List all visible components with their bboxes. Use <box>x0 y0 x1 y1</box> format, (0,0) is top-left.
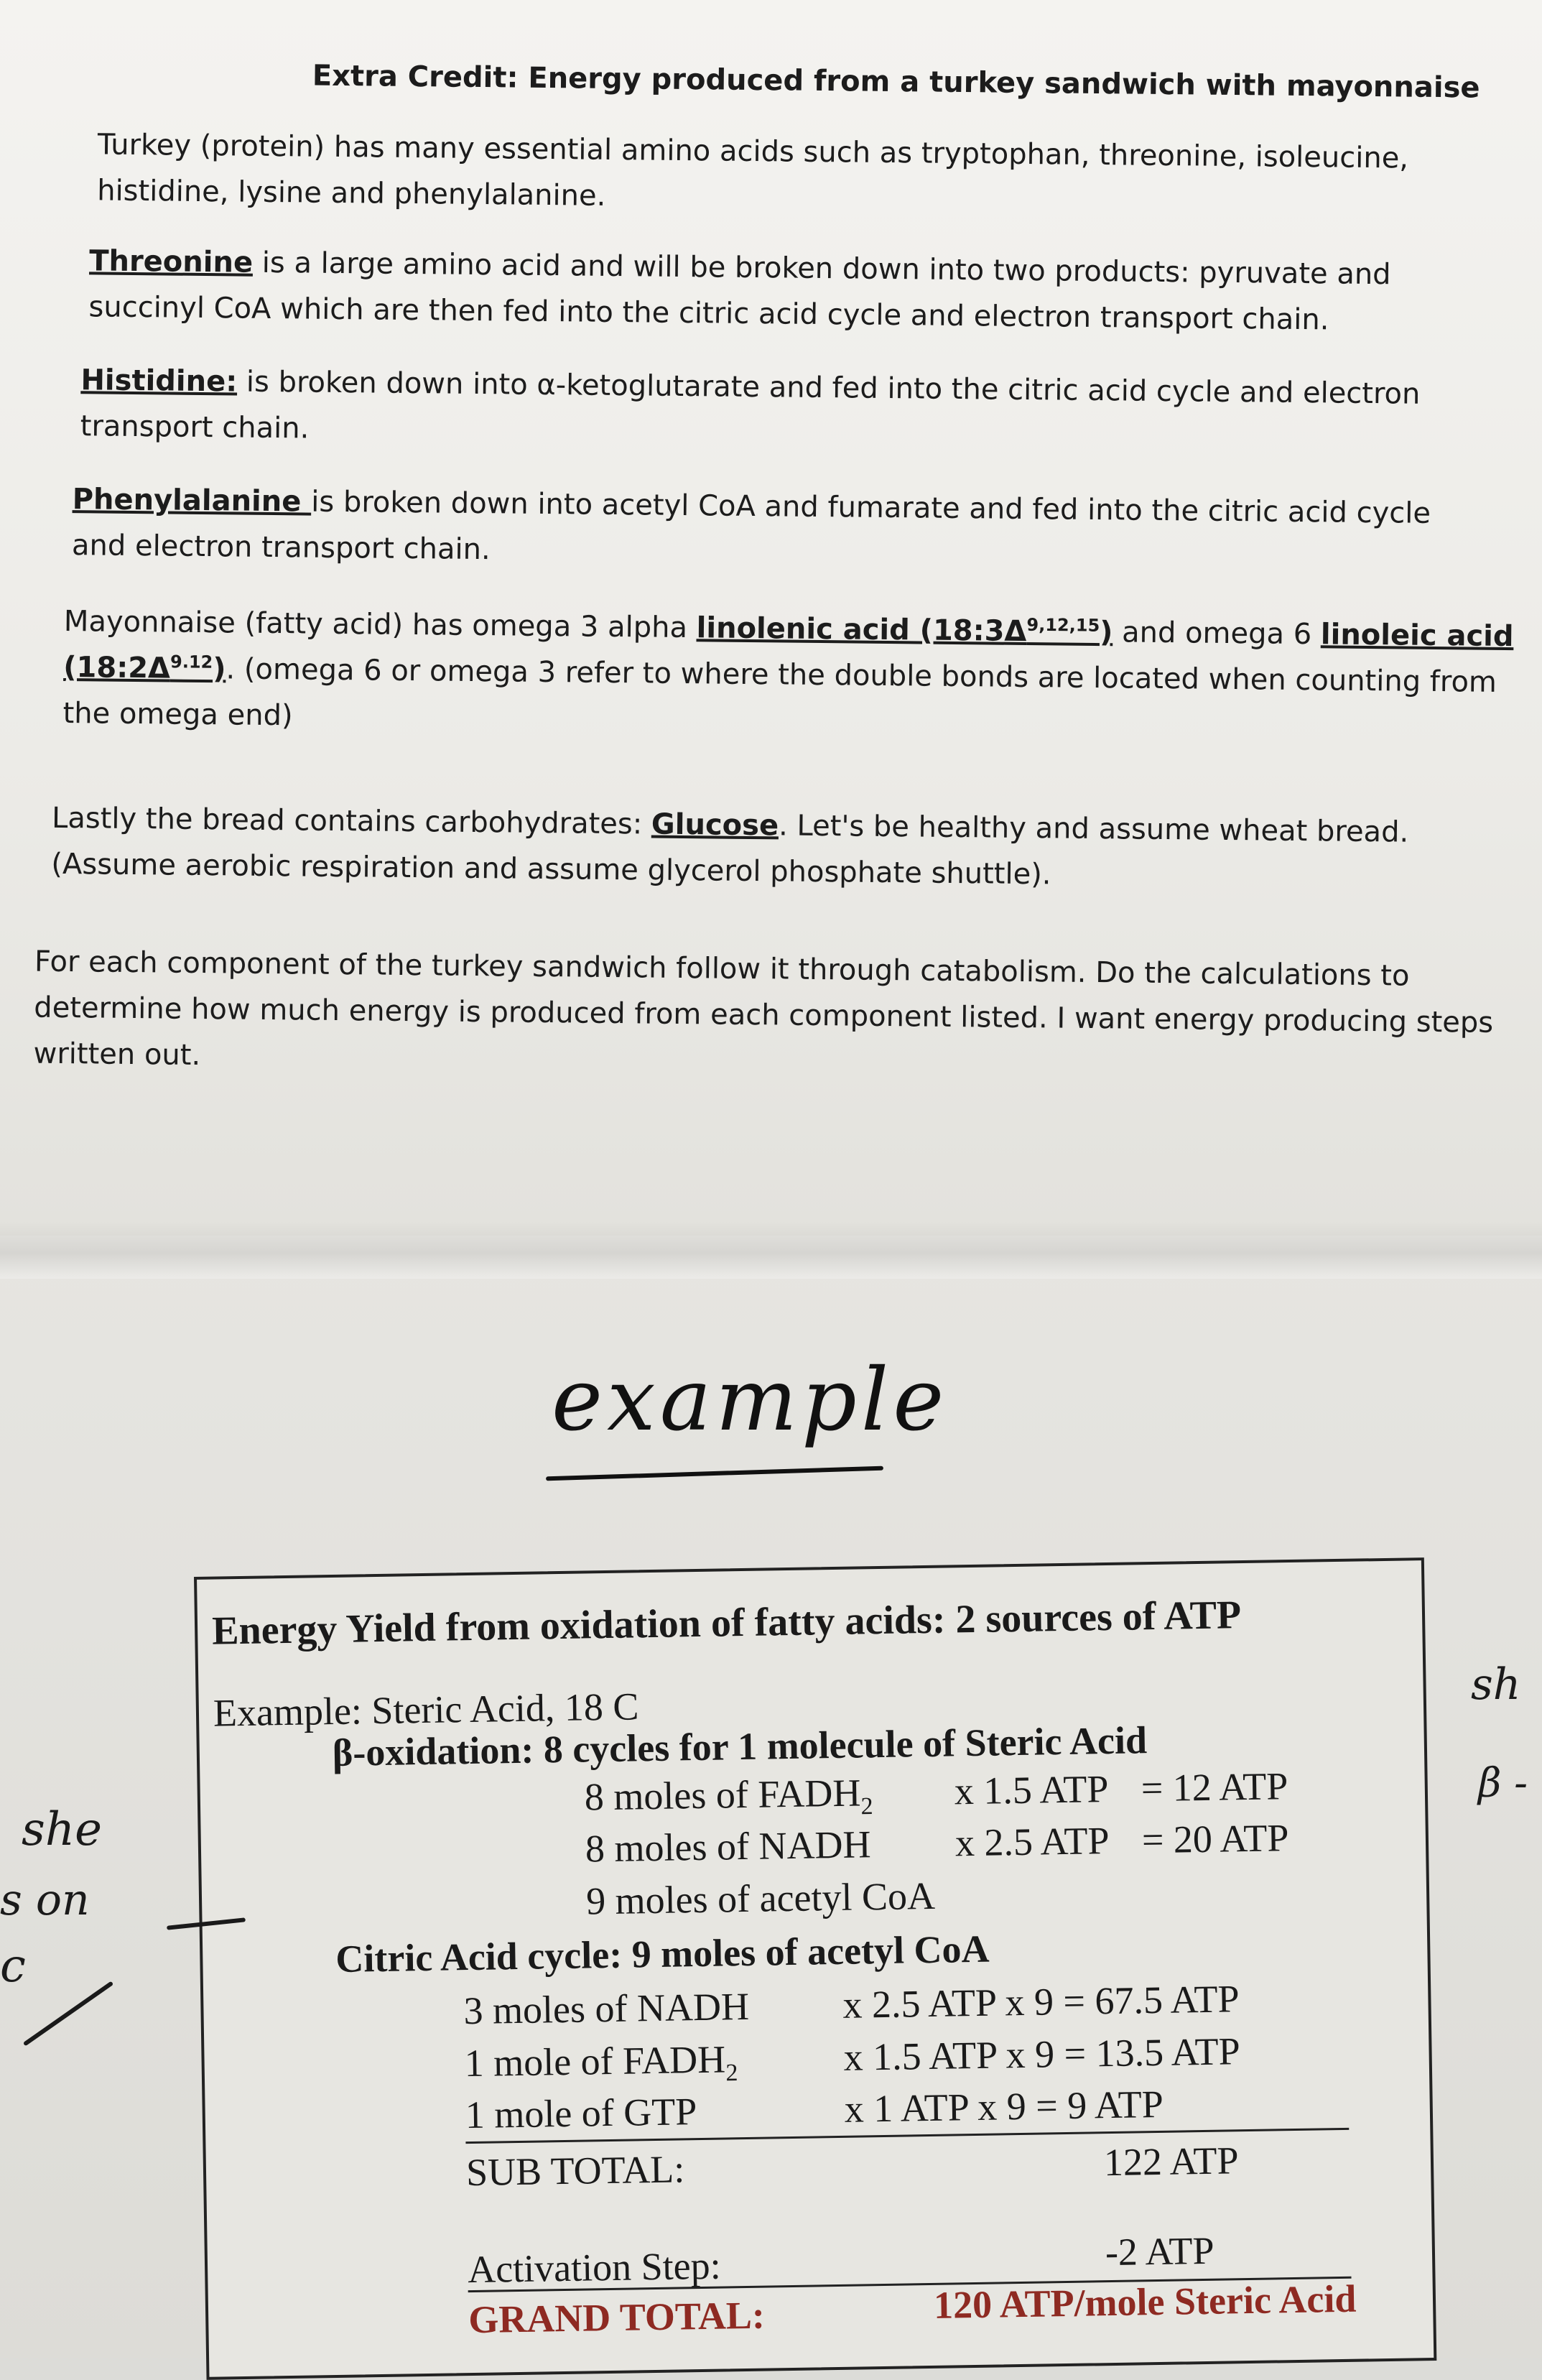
histidine-text: is broken down into α-ketoglutarate and fed into the citric acid cycle and electron transport chain. <box>80 365 1421 445</box>
margin-note-right-1: sh <box>1471 1659 1521 1710</box>
activation-value: -2 ATP <box>1105 2228 1214 2274</box>
subtotal-label: SUB TOTAL: <box>465 2147 685 2195</box>
margin-note-left-2: s on <box>0 1875 90 1925</box>
linolenic-formula: linolenic acid (18:3Δ <box>696 611 1027 649</box>
cac-row-gtp: 1 mole of GTP <box>465 2090 697 2137</box>
threonine-term: Threonine <box>88 244 254 279</box>
beta-row-subscript: 2 <box>860 1792 873 1820</box>
activation-label: Activation Step: <box>467 2244 722 2292</box>
beta-oxidation-header: β-oxidation: 8 cycles for 1 molecule of Steric Acid <box>332 1718 1148 1774</box>
beta-row-nadh-result: = 20 ATP <box>1141 1816 1289 1862</box>
linolenic-close: ) <box>1099 616 1113 649</box>
cac-row-fadh2 <box>464 2037 738 2091</box>
threonine-text: is a large amino acid and will be broken down into two products: pyruvate and succinyl CoA which are then fed into the citric acid cycle and electron transport chain. <box>88 246 1391 337</box>
histidine-term: Histidine: <box>80 364 238 399</box>
fatty-acid-example-box <box>194 1557 1436 2380</box>
subtotal-value: 122 ATP <box>1103 2139 1239 2185</box>
example-line: Example: Steric Acid, 18 C <box>213 1685 639 1735</box>
linoleic-formula-group <box>63 651 226 685</box>
margin-note-right-2: β - <box>1478 1760 1528 1807</box>
beta-row-nadh: 8 moles of NADH <box>585 1823 871 1871</box>
grand-total-value: 120 ATP/mole Steric Acid <box>933 2277 1357 2327</box>
linoleic-close: ) <box>212 652 226 686</box>
bread-suffix: . Let's be healthy and assume wheat bread. (Assume aerobic respiration and assume glycerol phosphate shuttle). <box>51 809 1409 892</box>
beta-row-acetyl-coa: 9 moles of acetyl CoA <box>585 1874 936 1923</box>
cac-row-nadh-calc: x 2.5 ATP x 9 = 67.5 ATP <box>842 1977 1240 2027</box>
mayo-prefix: Mayonnaise (fatty acid) has omega 3 alpha <box>63 604 697 645</box>
cac-row-subscript: 2 <box>725 2059 738 2087</box>
linolenic-term <box>696 611 1113 649</box>
phenylalanine-text: is broken down into acetyl CoA and fumarate and fed into the citric acid cycle and electron transport chain. <box>71 485 1431 567</box>
mayo-mid: and omega 6 <box>1113 616 1322 652</box>
phenylalanine-paragraph <box>72 476 1459 583</box>
margin-note-left-3: c <box>0 1940 26 1993</box>
box-heading: Energy Yield from oxidation of fatty acids: 2 sources of ATP <box>211 1593 1242 1654</box>
cac-row-fadh2-calc: x 1.5 ATP x 9 = 13.5 ATP <box>843 2029 1241 2079</box>
paper-fold <box>0 1221 1542 1279</box>
bread-paragraph <box>51 795 1531 903</box>
mayo-suffix: . (omega 6 or omega 3 refer to where the double bonds are located when counting from the omega end) <box>62 652 1497 733</box>
grand-total-label: GRAND TOTAL: <box>468 2293 766 2342</box>
linolenic-superscript: 9,12,15 <box>1026 614 1100 636</box>
glucose-term: Glucose <box>651 807 779 843</box>
linoleic-superscript: 9.12 <box>169 652 213 672</box>
citric-acid-header: Citric Acid cycle: 9 moles of acetyl CoA <box>335 1927 990 1981</box>
margin-note-left-1: she <box>22 1803 102 1856</box>
beta-row-fadh2-result: = 12 ATP <box>1141 1764 1288 1810</box>
handwritten-example: example <box>552 1351 949 1450</box>
cac-row-item: 1 mole of FADH <box>464 2037 726 2085</box>
protein-paragraph: Turkey (protein) has many essential amino acids such as tryptophan, threonine, isoleucine, histidine, lysine and phenylalanine. <box>96 128 1409 213</box>
cac-row-nadh: 3 moles of NADH <box>463 1984 750 2033</box>
beta-row-nadh-factor: x 2.5 ATP <box>955 1819 1110 1865</box>
linoleic-term: linoleic acid <box>1320 618 1514 654</box>
linoleic-formula: (18:2Δ <box>63 650 171 685</box>
beta-row-fadh2-factor: x 1.5 ATP <box>954 1767 1109 1813</box>
handout-title: Extra Credit: Energy produced from a turkey sandwich with mayonnaise <box>312 59 1480 105</box>
beta-row-fadh2 <box>584 1770 873 1825</box>
bread-prefix: Lastly the bread contains carbohydrates: <box>51 801 652 841</box>
phenylalanine-term: Phenylalanine <box>72 483 312 519</box>
beta-row-item: 8 moles of FADH <box>584 1771 861 1819</box>
histidine-paragraph <box>80 357 1510 464</box>
threonine-paragraph <box>88 238 1497 345</box>
cac-row-gtp-calc: x 1 ATP x 9 = 9 ATP <box>844 2082 1164 2131</box>
instructions-paragraph: For each component of the turkey sandwich follow it through catabolism. Do the calculations to determine how much energy is produced from each component listed. I want energy producing steps written out. <box>33 945 1494 1073</box>
mayonnaise-paragraph <box>62 598 1515 751</box>
